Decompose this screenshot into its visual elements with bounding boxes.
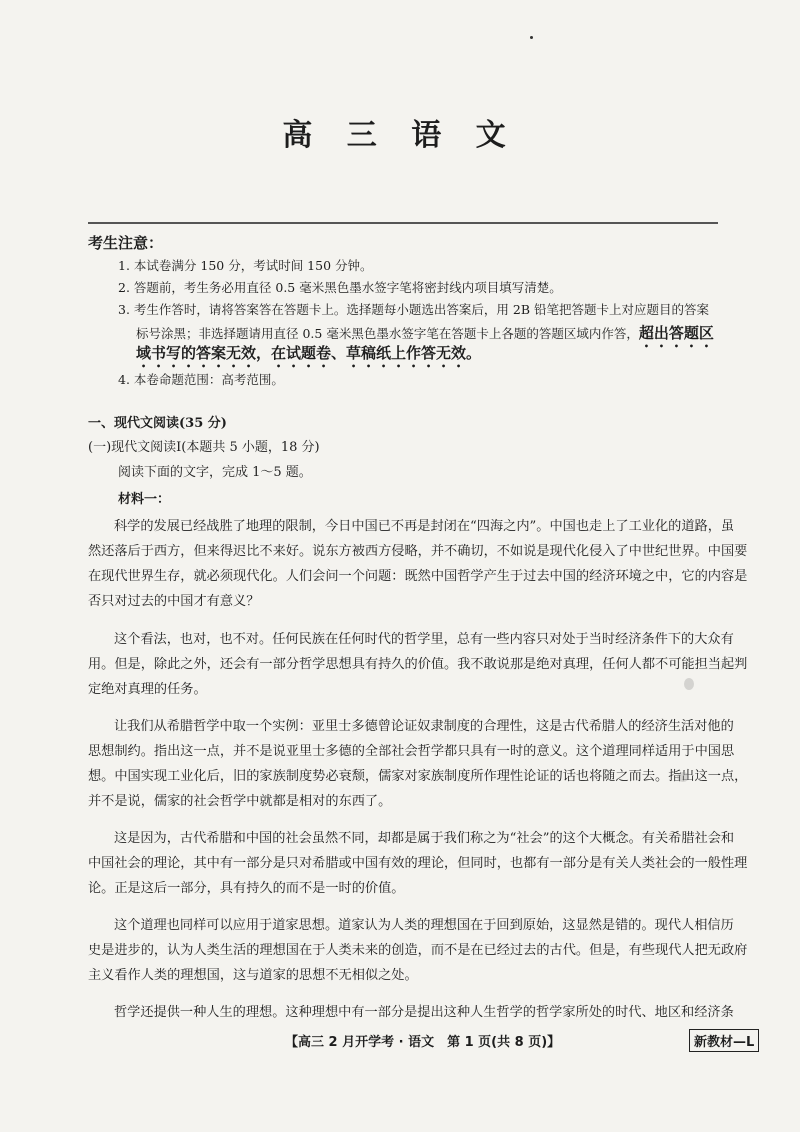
paragraph-line: 史是进步的，认为人类生活的理想国在于人类未来的创造，而不是在已经过去的古代。但是，有些现代人把无政府 — [88, 943, 748, 958]
paragraph-1 — [88, 514, 772, 614]
section-heading: 一、现代文阅读(35 分) — [88, 416, 227, 431]
paragraph-line: 主义看作人类的理想国，这与道家的思想不无相似之处。 — [88, 968, 418, 983]
paragraph-line: 让我们从希腊哲学中取一个实例：亚里士多德曾论证奴隶制度的合理性，这是古代希腊人的经济生活对他的 — [114, 719, 734, 734]
paragraph-line: 中国社会的理论，其中有一部分是只对希腊或中国有效的理论，但同时，也都有一部分是有关人类社会的一般性理 — [88, 856, 748, 871]
notice-item-3-line-1: 3. 考生作答时，请将答案答在答题卡上。选择题每小题选出答案后，用 2B 铅笔把答题卡上对应题目的答案 — [118, 302, 709, 317]
footer-page-info: 【高三 2 月开学考 · 语文 第 1 页(共 8 页)】 — [285, 1035, 561, 1050]
paragraph-line: 并不是说，儒家的社会哲学中就都是相对的东西了。 — [88, 794, 392, 809]
ink-smudge — [684, 678, 694, 690]
paragraph-6 — [88, 1000, 772, 1025]
paragraph-line: 用。但是，除此之外，还会有一部分哲学思想具有持久的价值。我不敢说那是绝对真理，任何人都不可能担当起判 — [88, 657, 748, 672]
page-title: 高 三 语 文 — [282, 118, 518, 153]
ink-smudge — [677, 772, 689, 782]
stray-dot — [530, 36, 533, 39]
paragraph-3 — [88, 714, 772, 814]
header-divider — [88, 222, 718, 224]
edition-badge: 新教材—L — [689, 1029, 759, 1052]
notice-item-2: 2. 答题前，考生务必用直径 0.5 毫米黑色墨水签字笔将密封线内项目填写清楚。 — [118, 280, 562, 295]
paragraph-line: 这个道理也同样可以应用于道家思想。道家认为人类的理想国在于回到原始，这显然是错的。现代人相信历 — [114, 918, 734, 933]
paragraph-line: 哲学还提供一种人生的理想。这种理想中有一部分是提出这种人生哲学的哲学家所处的时代、地区和经济条 — [114, 1005, 734, 1020]
notice-item-4: 4. 本卷命题范围：高考范围。 — [118, 372, 284, 387]
notice-item-3-warning-a: 超出答题区 — [638, 324, 714, 342]
notice-heading: 考生注意： — [88, 234, 164, 252]
paragraph-line: 思想制约。指出这一点，并不是说亚里士多德的全部社会哲学都只具有一时的意义。这个道理同样适用于中国思 — [88, 744, 735, 759]
material-label: 材料一： — [118, 492, 171, 507]
notice-item-1: 1. 本试卷满分 150 分，考试时间 150 分钟。 — [118, 258, 373, 273]
paragraph-line: 这个看法，也对，也不对。任何民族在任何时代的哲学里，总有一些内容只对处于当时经济条件下的大众有 — [114, 632, 734, 647]
paragraph-line: 然还落后于西方，但来得迟比不来好。说东方被西方侵略，并不确切，不如说是现代化侵入了中世纪世界。中国要 — [88, 544, 748, 559]
paragraph-line: 论。正是这后一部分，具有持久的而不是一时的价值。 — [88, 881, 405, 896]
paragraph-line: 定绝对真理的任务。 — [88, 682, 207, 697]
reading-instruction: 阅读下面的文字，完成 1～5 题。 — [118, 465, 312, 480]
paragraph-4 — [88, 826, 772, 901]
notice-item-3-plain: 标号涂黑；非选择题请用直径 0.5 毫米黑色墨水签字笔在答题卡上各题的答题区域内作答， — [136, 326, 639, 341]
paragraph-5 — [88, 913, 772, 988]
notice-item-3-warning-b: 域书写的答案无效，在试题卷、草稿纸上作答无效。 — [136, 344, 482, 362]
notice-item-3-line-3 — [136, 342, 481, 371]
paragraph-line: 这是因为，古代希腊和中国的社会虽然不同，却都是属于我们称之为“社会”的这个大概念。有关希腊社会和 — [114, 831, 735, 846]
paragraph-line: 在现代世界生存，就必须现代化。人们会问一个问题：既然中国哲学产生于过去中国的经济环境之中，它的内容是 — [88, 569, 748, 584]
paragraph-line: 想。中国实现工业化后，旧的家族制度势必衰颓，儒家对家族制度所作理性论证的话也将随之而去。指出这一点， — [88, 769, 748, 784]
paragraph-line: 科学的发展已经战胜了地理的限制，今日中国已不再是封闭在“四海之内”。中国也走上了工业化的道路，虽 — [114, 519, 735, 534]
subsection-heading: (一)现代文阅读Ⅰ(本题共 5 小题，18 分) — [88, 440, 320, 455]
paragraph-line: 否只对过去的中国才有意义？ — [88, 594, 260, 609]
paragraph-2 — [88, 627, 772, 702]
